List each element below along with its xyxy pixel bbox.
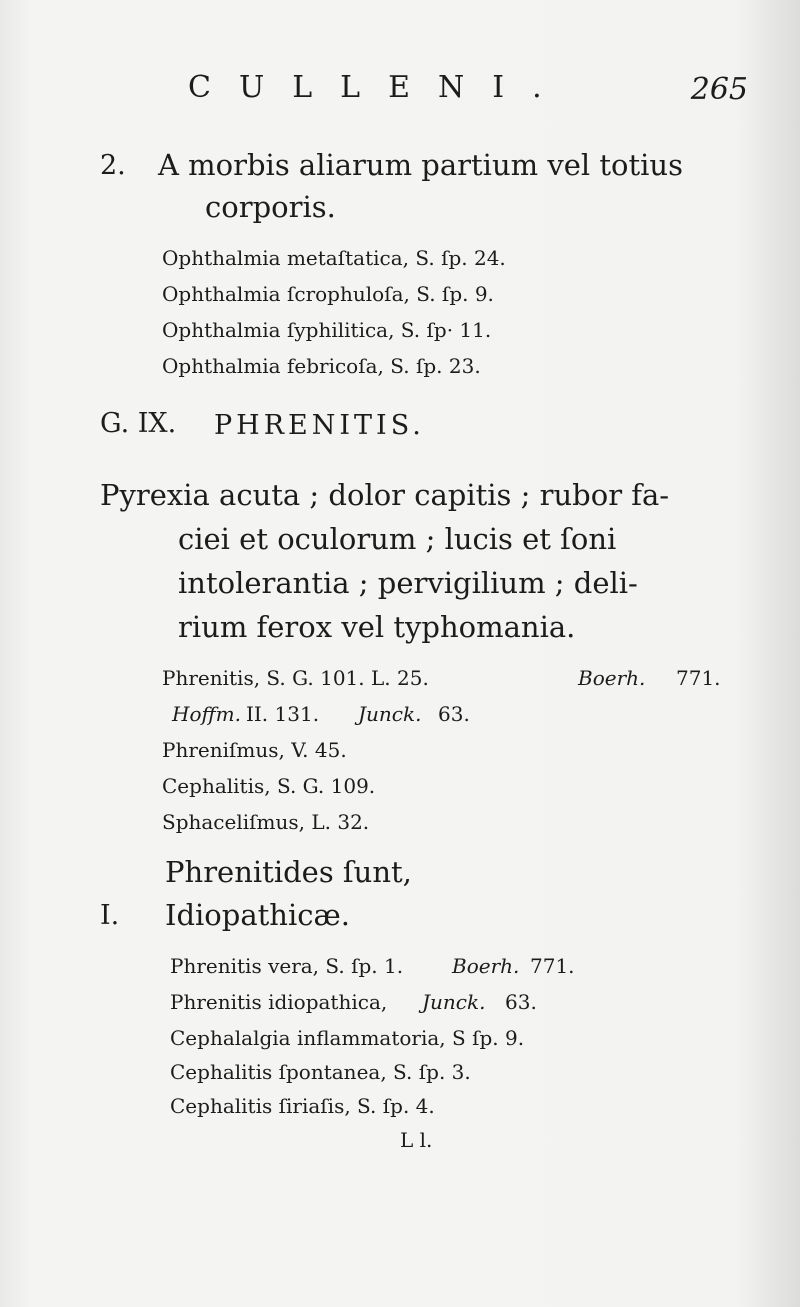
citation-author: Boerh. bbox=[578, 666, 646, 690]
species-intro: Phrenitides ſunt, bbox=[165, 855, 412, 889]
citation-author: Hoffm. bbox=[172, 702, 241, 726]
page-header bbox=[188, 70, 748, 120]
list-item: Ophthalmia metaſtatica, S. ſp. 24. bbox=[162, 246, 506, 270]
list-item: Cephalalgia inflammatoria, S ſp. 9. bbox=[170, 1026, 525, 1050]
section-title-line: corporis. bbox=[205, 190, 336, 224]
citation-number: 771. bbox=[676, 666, 721, 690]
definition-line: Pyrexia acuta ; dolor capitis ; rubor fa- bbox=[100, 478, 670, 512]
list-item: Phrenitis idiopathica, bbox=[170, 990, 388, 1014]
genus-label: G. IX. bbox=[100, 408, 177, 439]
citation-author: Junck. bbox=[358, 702, 422, 726]
section-number: 2. bbox=[100, 150, 126, 181]
list-item: Ophthalmia ſyphilitica, S. ſp· 11. bbox=[162, 318, 492, 342]
catchword: L l. bbox=[400, 1128, 433, 1152]
synonym-line: Phreniſmus, V. 45. bbox=[162, 738, 347, 762]
section-title-line: A morbis aliarum partium vel totius bbox=[158, 148, 683, 182]
synonym-line: Cephalitis, S. G. 109. bbox=[162, 774, 376, 798]
page-number: 265 bbox=[690, 72, 748, 107]
list-item: Cephalitis ſpontanea, S. ſp. 3. bbox=[170, 1060, 471, 1084]
citation-number: 63. bbox=[505, 990, 537, 1014]
list-item: Phrenitis vera, S. ſp. 1. bbox=[170, 954, 404, 978]
species-number: I. bbox=[100, 900, 120, 931]
citation-number: II. 131. bbox=[246, 702, 320, 726]
definition-line: intolerantia ; pervigilium ; deli- bbox=[178, 566, 638, 600]
citation-author: Junck. bbox=[422, 990, 486, 1014]
citation-author: Boerh. bbox=[452, 954, 520, 978]
list-item: Ophthalmia ſcrophuloſa, S. ſp. 9. bbox=[162, 282, 494, 306]
list-item: Ophthalmia febricoſa, S. ſp. 23. bbox=[162, 354, 481, 378]
citation-number: 771. bbox=[530, 954, 575, 978]
species-title: Idiopathicæ. bbox=[165, 898, 350, 932]
synonym-line: Sphaceliſmus, L. 32. bbox=[162, 810, 370, 834]
citation-number: 63. bbox=[438, 702, 470, 726]
definition-line: rium ferox vel typhomania. bbox=[178, 610, 576, 644]
genus-name: PHRENITIS. bbox=[214, 410, 425, 441]
list-item: Cephalitis ſiriaſis, S. ſp. 4. bbox=[170, 1094, 435, 1118]
synonym-line: Phrenitis, S. G. 101. L. 25. bbox=[162, 666, 429, 690]
definition-line: ciei et oculorum ; lucis et ſoni bbox=[178, 522, 617, 556]
running-title: CULLENI. bbox=[188, 70, 570, 105]
